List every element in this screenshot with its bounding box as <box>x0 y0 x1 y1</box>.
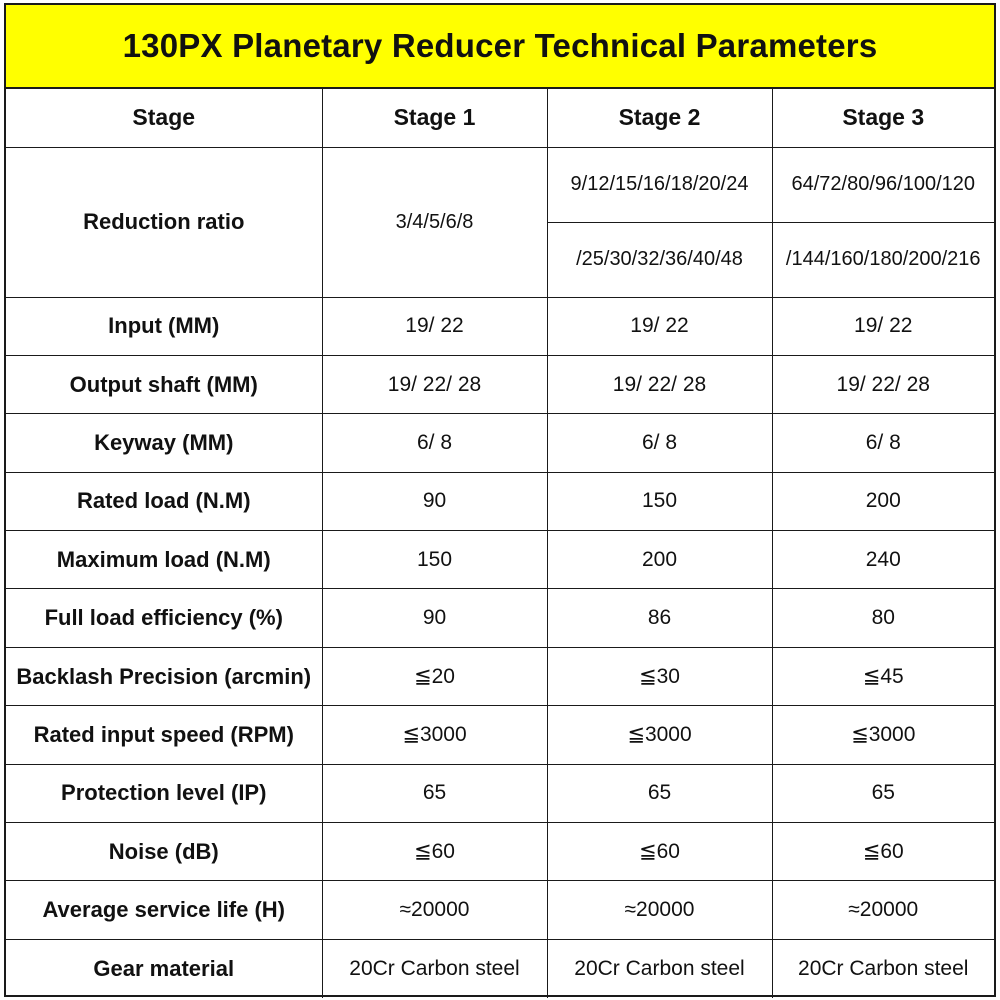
header-stage-3: Stage 3 <box>772 89 994 147</box>
cell-stage-3: ≦45 <box>772 647 994 705</box>
cell-stage-1: 19/ 22/ 28 <box>322 355 547 413</box>
table-row <box>6 647 994 705</box>
cell-stage-3: 6/ 8 <box>772 414 994 472</box>
row-label: Maximum load (N.M) <box>6 531 322 589</box>
cell-stage-3: ≦3000 <box>772 706 994 764</box>
cell-stage-1: ≦3000 <box>322 706 547 764</box>
cell-stage-1: 90 <box>322 472 547 530</box>
parameters-table <box>6 89 994 998</box>
cell-stage-1: 150 <box>322 531 547 589</box>
row-label: Full load efficiency (%) <box>6 589 322 647</box>
cell-stage-1: 6/ 8 <box>322 414 547 472</box>
cell-stage-3: 19/ 22 <box>772 297 994 355</box>
header-stage: Stage <box>6 89 322 147</box>
cell-stage-2: 200 <box>547 531 772 589</box>
cell-stage-3: 240 <box>772 531 994 589</box>
cell-stage-2: ≦60 <box>547 823 772 881</box>
row-label: Backlash Precision (arcmin) <box>6 647 322 705</box>
row-label: Gear material <box>6 939 322 997</box>
cell-stage-2: 19/ 22 <box>547 297 772 355</box>
cell-stage-1: 19/ 22 <box>322 297 547 355</box>
ratio-stage-1: 3/4/5/6/8 <box>322 147 547 297</box>
row-label: Input (MM) <box>6 297 322 355</box>
row-label: Rated input speed (RPM) <box>6 706 322 764</box>
table-row-reduction-ratio <box>6 147 994 222</box>
table-row <box>6 764 994 822</box>
cell-stage-2: 19/ 22/ 28 <box>547 355 772 413</box>
table-row <box>6 589 994 647</box>
ratio-stage-2-line-1: 9/12/15/16/18/20/24 <box>547 147 772 222</box>
cell-stage-1: ≦20 <box>322 647 547 705</box>
cell-stage-3: ≈20000 <box>772 881 994 939</box>
table-row <box>6 472 994 530</box>
cell-stage-3: 19/ 22/ 28 <box>772 355 994 413</box>
table-header-row <box>6 89 994 147</box>
cell-stage-3: 80 <box>772 589 994 647</box>
table-row <box>6 823 994 881</box>
cell-stage-1: 20Cr Carbon steel <box>322 939 547 997</box>
table-row <box>6 939 994 997</box>
parameters-sheet <box>4 3 996 997</box>
row-label: Average service life (H) <box>6 881 322 939</box>
page-title: 130PX Planetary Reducer Technical Parameters <box>6 5 994 89</box>
cell-stage-2: ≦3000 <box>547 706 772 764</box>
ratio-stage-2-line-2: /25/30/32/36/40/48 <box>547 222 772 297</box>
cell-stage-1: ≦60 <box>322 823 547 881</box>
header-stage-1: Stage 1 <box>322 89 547 147</box>
cell-stage-1: 90 <box>322 589 547 647</box>
parameters-table-body <box>6 89 994 998</box>
row-label: Protection level (IP) <box>6 764 322 822</box>
row-label: Reduction ratio <box>6 147 322 297</box>
cell-stage-2: ≦30 <box>547 647 772 705</box>
cell-stage-3: 65 <box>772 764 994 822</box>
cell-stage-1: 65 <box>322 764 547 822</box>
cell-stage-2: 65 <box>547 764 772 822</box>
table-row <box>6 355 994 413</box>
row-label: Rated load (N.M) <box>6 472 322 530</box>
cell-stage-2: 20Cr Carbon steel <box>547 939 772 997</box>
cell-stage-2: 150 <box>547 472 772 530</box>
cell-stage-3: ≦60 <box>772 823 994 881</box>
header-stage-2: Stage 2 <box>547 89 772 147</box>
cell-stage-2: 86 <box>547 589 772 647</box>
row-label: Output shaft (MM) <box>6 355 322 413</box>
cell-stage-3: 20Cr Carbon steel <box>772 939 994 997</box>
table-row <box>6 414 994 472</box>
table-row <box>6 531 994 589</box>
table-row <box>6 706 994 764</box>
table-row <box>6 881 994 939</box>
row-label: Keyway (MM) <box>6 414 322 472</box>
ratio-stage-3-line-1: 64/72/80/96/100/120 <box>772 147 994 222</box>
cell-stage-2: 6/ 8 <box>547 414 772 472</box>
row-label: Noise (dB) <box>6 823 322 881</box>
cell-stage-3: 200 <box>772 472 994 530</box>
ratio-stage-3-line-2: /144/160/180/200/216 <box>772 222 994 297</box>
table-row <box>6 297 994 355</box>
cell-stage-2: ≈20000 <box>547 881 772 939</box>
cell-stage-1: ≈20000 <box>322 881 547 939</box>
